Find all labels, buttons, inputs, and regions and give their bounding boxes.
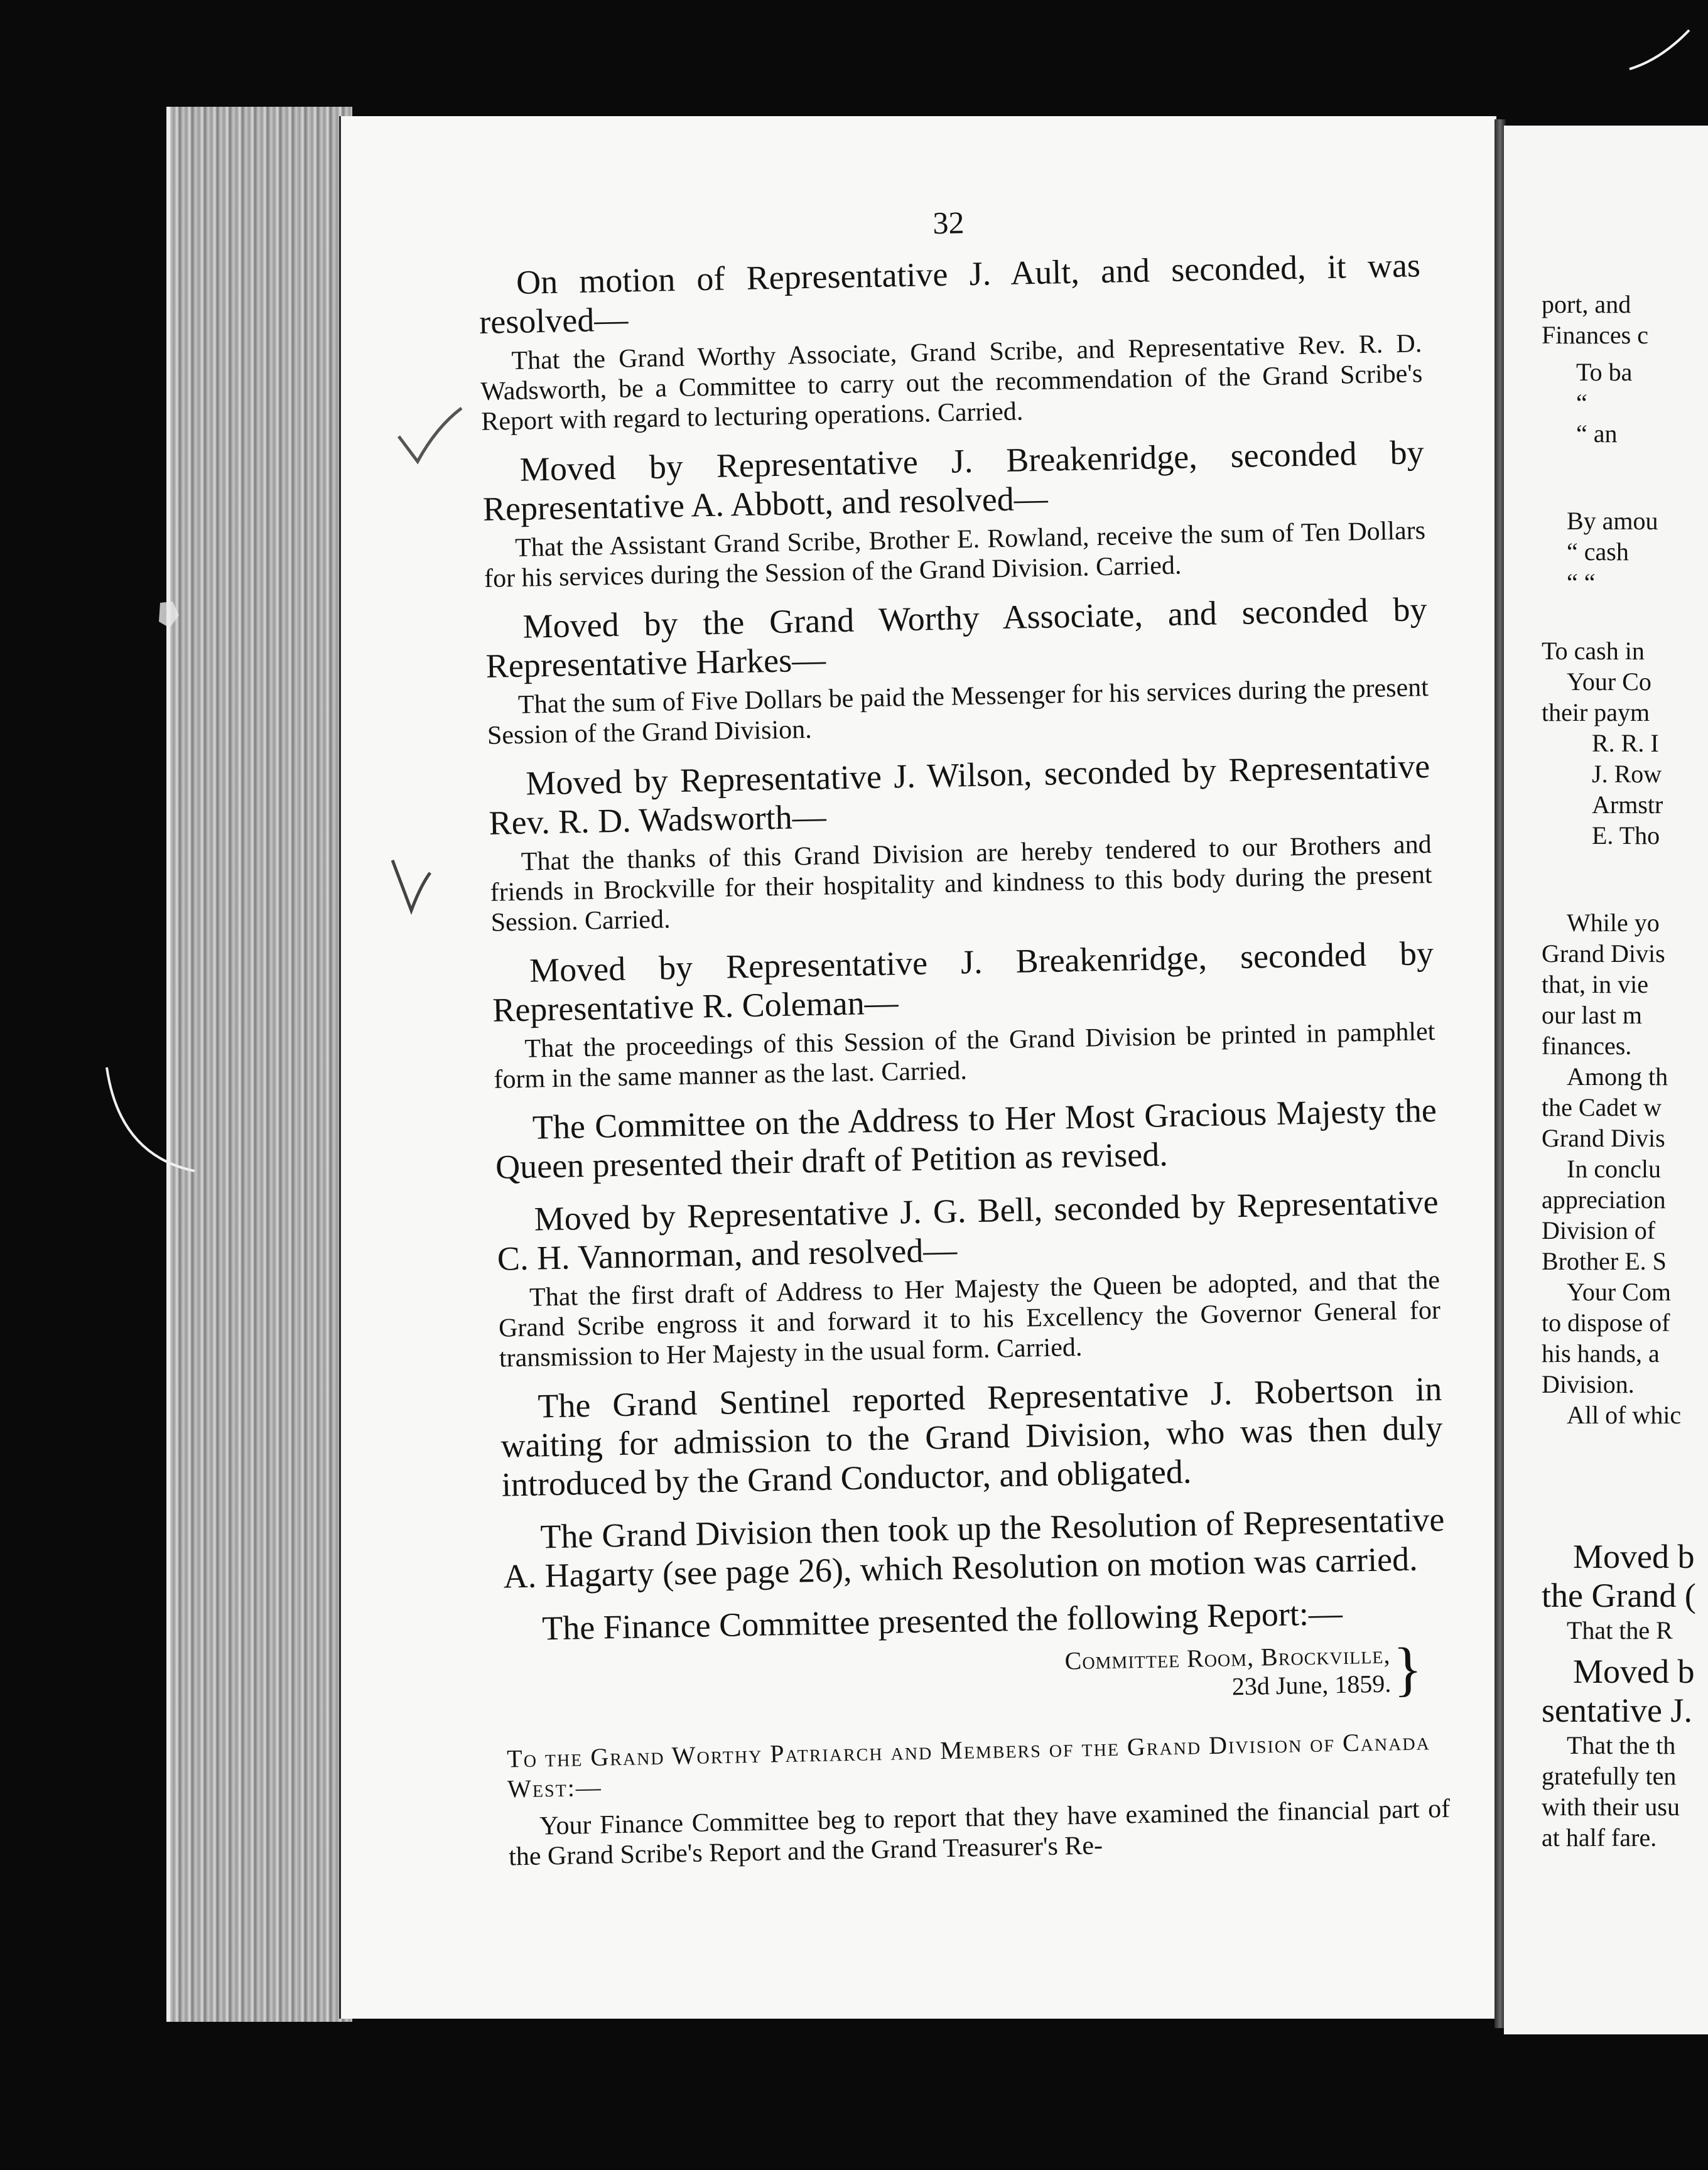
right-page-line: To cash in xyxy=(1542,637,1645,665)
motion-paragraph: The Committee on the Address to Her Most Gracious Majesty the Queen presented their draft of Petition as revised. xyxy=(495,1091,1437,1186)
right-page-line: Brother E. S xyxy=(1542,1247,1667,1275)
right-page-line: That the R xyxy=(1567,1616,1673,1644)
right-page-line: Your Co xyxy=(1567,667,1651,696)
checkmark-icon xyxy=(392,402,468,477)
right-page-line: the Cadet w xyxy=(1542,1093,1662,1121)
right-page-line: Grand Divis xyxy=(1542,939,1665,968)
right-page-line: to dispose of xyxy=(1542,1309,1670,1337)
motion-paragraph: The Finance Committee presented the following Report:— xyxy=(541,1594,1343,1648)
right-page-line: E. Tho xyxy=(1592,821,1660,850)
resolution-paragraph: That the thanks of this Grand Division are hereby tendered to our Brothers and friends in Brockville for their hospitality and kindness to this body during the present Session. Carried. xyxy=(490,830,1432,937)
motion-paragraph: The Grand Division then took up the Resolution of Representative A. Hagarty (see page 26), which Resolution on motion was carried. xyxy=(503,1500,1445,1595)
right-page-line: appreciation xyxy=(1542,1185,1666,1214)
resolution-paragraph: That the Assistant Grand Scribe, Brother E. Rowland, receive the sum of Ten Dollars for his services during the Session of the Grand Division. Carried. xyxy=(484,516,1426,593)
margin-curve-mark xyxy=(94,1061,201,1180)
right-page-line: “ xyxy=(1576,389,1587,417)
right-page-line: gratefully ten xyxy=(1542,1762,1677,1790)
right-page-line: R. R. I xyxy=(1592,729,1659,757)
right-page-line: Moved b xyxy=(1573,1653,1695,1690)
brace-symbol: } xyxy=(1392,1634,1423,1703)
motion-paragraph: Moved by Representative J. Breakenridge, seconded by Representative A. Abbott, and resolved— xyxy=(482,433,1425,528)
margin-stain xyxy=(154,596,185,634)
right-page-line: Moved b xyxy=(1573,1538,1695,1575)
right-page-line: with their usu xyxy=(1542,1793,1680,1821)
right-page-line: that, in vie xyxy=(1542,970,1648,998)
right-page-line: Grand Divis xyxy=(1542,1124,1665,1152)
right-page-line: “ “ xyxy=(1567,568,1596,596)
right-page-line: Among th xyxy=(1567,1062,1668,1091)
right-page-line: All of whic xyxy=(1567,1401,1682,1429)
right-page-line: “ an xyxy=(1576,419,1618,448)
report-address: To the Grand Worthy Patriarch and Members of the Grand Division of Canada West:— xyxy=(506,1727,1431,1803)
right-page-line: Division of xyxy=(1542,1216,1656,1244)
left-page-text xyxy=(477,195,1451,1882)
resolution-paragraph: That the Grand Worthy Associate, Grand Scribe, and Representative Rev. R. D. Wadsworth, be a Committee to carry out the recommendation of the Grand Scribe's Report with regard to lecturing operations. Carried. xyxy=(480,329,1423,436)
right-page-line: Armstr xyxy=(1592,791,1663,819)
right-page-line: sentative J. xyxy=(1542,1692,1692,1729)
committee-date-line: 23d June, 1859. xyxy=(1231,1669,1392,1701)
right-page-line: To ba xyxy=(1576,358,1633,386)
right-page-line: While yo xyxy=(1567,909,1660,937)
right-page-text xyxy=(1542,289,1708,1853)
resolution-paragraph: That the proceedings of this Session of the Grand Division be printed in pamphlet form in the same manner as the last. Carried. xyxy=(494,1017,1435,1094)
right-page-line: our last m xyxy=(1542,1001,1642,1029)
right-page-line: Finances c xyxy=(1542,321,1648,349)
right-page-line: J. Row xyxy=(1592,760,1662,788)
page-number: 32 xyxy=(932,205,965,241)
checkmark-icon xyxy=(383,848,458,923)
right-page-line: By amou xyxy=(1567,507,1658,535)
motion-paragraph: Moved by Representative J. G. Bell, seconded by Representative C. H. Vannorman, and resolved— xyxy=(497,1182,1439,1278)
right-page-line: Your Com xyxy=(1567,1278,1671,1306)
right-page-line: their paym xyxy=(1542,698,1650,726)
motion-paragraph: The Grand Sentinel reported Representative J. Robertson in waiting for admission to the Grand Division, who was then duly introduced by the Grand Conductor, and obligated. xyxy=(500,1369,1443,1504)
committee-room-line: Committee Room, Brockville, xyxy=(1064,1640,1391,1675)
corner-pen-mark xyxy=(1626,25,1695,75)
right-page-line: finances. xyxy=(1542,1032,1632,1060)
report-paragraph: Your Finance Committee beg to report that they have examined the financial part of the Grand Scribe's Report and the Grand Treasurer's Re- xyxy=(508,1794,1451,1872)
committee-room-heading xyxy=(505,1634,1423,1715)
right-page-line: In conclu xyxy=(1567,1155,1661,1183)
motion-paragraph: Moved by Representative J. Breakenridge, seconded by Representative R. Coleman— xyxy=(492,934,1434,1029)
right-page-line: That the th xyxy=(1567,1731,1676,1759)
resolution-paragraph: That the sum of Five Dollars be paid the Messenger for his services during the present Session of the Grand Division. xyxy=(487,673,1429,750)
right-page-line: Division. xyxy=(1542,1370,1635,1398)
right-page-line: “ cash xyxy=(1567,537,1629,566)
motion-paragraph: Moved by the Grand Worthy Associate, and seconded by Representative Harkes— xyxy=(485,590,1427,685)
right-page-line: at half fare. xyxy=(1542,1823,1657,1852)
right-page-line: the Grand ( xyxy=(1542,1577,1696,1614)
motion-paragraph: Moved by Representative J. Wilson, seconded by Representative Rev. R. D. Wadsworth— xyxy=(489,747,1430,842)
resolution-paragraph: That the first draft of Address to Her Majesty the Queen be adopted, and that the Grand Scribe engross it and forward it to his Excellency the Governor General for transmission to Her Majesty in the usual form. Carried. xyxy=(498,1265,1441,1373)
right-page-line: port, and xyxy=(1542,290,1631,318)
right-page-line: his hands, a xyxy=(1542,1339,1660,1368)
proceedings-blocks xyxy=(478,246,1447,1648)
motion-paragraph: On motion of Representative J. Ault, and seconded, it was resolved— xyxy=(478,246,1421,341)
